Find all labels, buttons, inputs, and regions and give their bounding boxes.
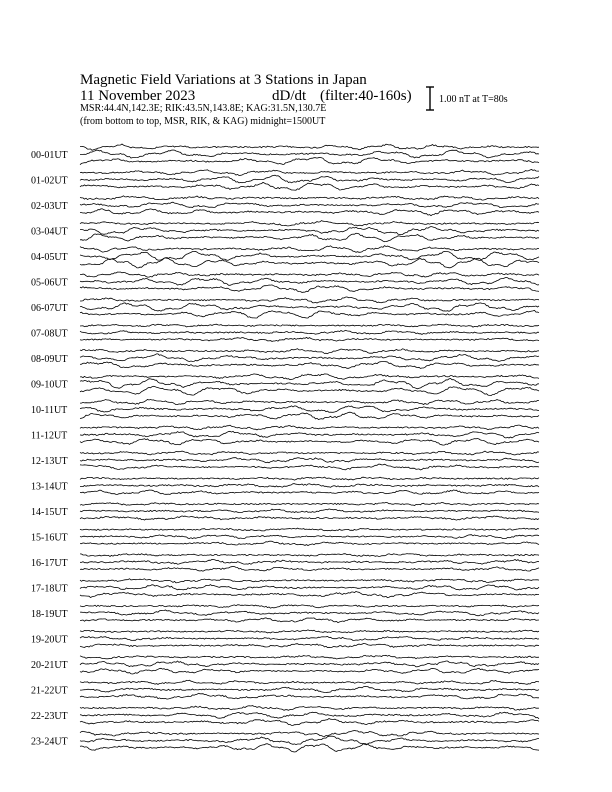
hour-label: 07-08UT xyxy=(31,328,68,340)
trace-rik-11-12UT xyxy=(80,431,539,438)
trace-kag-04-05UT xyxy=(80,246,539,253)
trace-kag-13-14UT xyxy=(80,477,539,480)
hour-labels xyxy=(31,150,68,748)
hour-label: 19-20UT xyxy=(31,634,68,646)
chart-filter: (filter:40-160s) xyxy=(320,88,412,104)
hour-label: 20-21UT xyxy=(31,660,68,671)
hour-label: 11-12UT xyxy=(31,430,68,442)
trace-rik-06-07UT xyxy=(80,303,539,312)
trace-rik-17-18UT xyxy=(80,585,539,590)
hour-label: 01-02UT xyxy=(31,175,68,187)
trace-kag-11-12UT xyxy=(80,425,539,430)
trace-rik-23-24UT xyxy=(80,736,539,745)
hour-label: 18-19UT xyxy=(31,609,68,620)
trace-kag-22-23UT xyxy=(80,706,539,711)
chart-title: Magnetic Field Variations at 3 Stations in Japan xyxy=(80,72,367,88)
hour-label: 09-10UT xyxy=(31,379,68,391)
trace-kag-03-04UT xyxy=(80,221,539,226)
trace-kag-05-06UT xyxy=(80,272,539,277)
trace-kag-06-07UT xyxy=(80,297,539,303)
trace-msr-02-03UT xyxy=(80,209,539,216)
hour-label: 10-11UT xyxy=(31,405,68,416)
trace-msr-11-12UT xyxy=(80,439,539,446)
trace-msr-06-07UT xyxy=(80,310,539,318)
station-order-note: (from bottom to top, MSR, RIK, & KAG) midnight=1500UT xyxy=(80,116,326,127)
trace-rik-03-04UT xyxy=(80,227,539,235)
trace-msr-20-21UT xyxy=(80,668,539,674)
trace-msr-14-15UT xyxy=(80,516,539,520)
trace-msr-05-06UT xyxy=(80,285,539,293)
trace-msr-21-22UT xyxy=(80,693,539,699)
trace-rik-01-02UT xyxy=(80,175,539,183)
trace-msr-13-14UT xyxy=(80,490,539,495)
trace-rik-13-14UT xyxy=(80,484,539,488)
trace-msr-09-10UT xyxy=(80,386,539,395)
trace-rik-04-05UT xyxy=(80,251,539,260)
trace-kag-07-08UT xyxy=(80,324,539,327)
trace-rik-19-20UT xyxy=(80,636,539,640)
trace-rik-16-17UT xyxy=(80,559,539,564)
trace-rik-02-03UT xyxy=(80,202,539,207)
trace-kag-00-01UT xyxy=(80,144,539,150)
trace-msr-03-04UT xyxy=(80,233,539,241)
trace-rik-20-21UT xyxy=(80,661,539,667)
station-coordinates: MSR:44.4N,142.3E; RIK:43.5N,143.8E; KAG:31.5N,130.7E xyxy=(80,103,327,114)
hour-label: 03-04UT xyxy=(31,226,68,238)
trace-msr-15-16UT xyxy=(80,541,539,545)
trace-rik-10-11UT xyxy=(80,406,539,413)
trace-kag-02-03UT xyxy=(80,196,539,200)
trace-kag-16-17UT xyxy=(80,554,539,557)
trace-msr-04-05UT xyxy=(80,258,539,268)
trace-group xyxy=(80,144,539,752)
hour-label: 08-09UT xyxy=(31,354,68,365)
trace-kag-14-15UT xyxy=(80,502,539,505)
trace-msr-07-08UT xyxy=(80,337,539,341)
trace-kag-17-18UT xyxy=(80,579,539,583)
trace-rik-18-19UT xyxy=(80,610,539,616)
trace-rik-05-06UT xyxy=(80,277,539,285)
scale-bar xyxy=(426,87,434,110)
trace-kag-19-20UT xyxy=(80,630,539,633)
chart-date: 11 November 2023 xyxy=(80,88,196,104)
trace-msr-18-19UT xyxy=(80,618,539,623)
hour-label: 12-13UT xyxy=(31,456,68,467)
hour-label: 21-22UT xyxy=(31,685,68,697)
hour-label: 22-23UT xyxy=(31,711,68,722)
trace-kag-01-02UT xyxy=(80,170,539,176)
trace-rik-15-16UT xyxy=(80,535,539,539)
trace-msr-16-17UT xyxy=(80,567,539,572)
scale-bar-label: 1.00 nT at T=80s xyxy=(439,94,508,105)
trace-kag-15-16UT xyxy=(80,528,539,531)
hour-label: 13-14UT xyxy=(31,481,68,493)
trace-kag-20-21UT xyxy=(80,655,539,659)
trace-rik-07-08UT xyxy=(80,330,539,334)
hour-label: 04-05UT xyxy=(31,252,68,263)
hour-label: 14-15UT xyxy=(31,507,68,518)
chart-quantity: dD/dt xyxy=(272,88,307,104)
hour-label: 16-17UT xyxy=(31,558,68,569)
hour-label: 02-03UT xyxy=(31,201,68,212)
hour-label: 06-07UT xyxy=(31,303,68,314)
trace-kag-18-19UT xyxy=(80,605,539,608)
trace-msr-10-11UT xyxy=(80,412,539,419)
trace-kag-12-13UT xyxy=(80,451,539,455)
trace-rik-08-09UT xyxy=(80,354,539,362)
trace-rik-14-15UT xyxy=(80,509,539,513)
trace-kag-10-11UT xyxy=(80,400,539,405)
trace-rik-21-22UT xyxy=(80,687,539,693)
hour-label: 15-16UT xyxy=(31,532,68,544)
trace-rik-22-23UT xyxy=(80,712,539,719)
trace-kag-08-09UT xyxy=(80,349,539,354)
trace-msr-01-02UT xyxy=(80,182,539,190)
trace-msr-08-09UT xyxy=(80,362,539,369)
hour-label: 17-18UT xyxy=(31,583,68,595)
trace-rik-00-01UT xyxy=(80,150,539,158)
trace-msr-22-23UT xyxy=(80,719,539,726)
hour-label: 23-24UT xyxy=(31,736,68,748)
trace-msr-17-18UT xyxy=(80,591,539,597)
trace-msr-23-24UT xyxy=(80,744,539,753)
trace-rik-12-13UT xyxy=(80,458,539,463)
trace-kag-21-22UT xyxy=(80,680,539,684)
hour-label: 05-06UT xyxy=(31,277,68,289)
trace-msr-19-20UT xyxy=(80,643,539,647)
trace-msr-12-13UT xyxy=(80,464,539,470)
trace-msr-00-01UT xyxy=(80,157,539,164)
hour-label: 00-01UT xyxy=(31,150,68,161)
trace-kag-23-24UT xyxy=(80,731,539,737)
